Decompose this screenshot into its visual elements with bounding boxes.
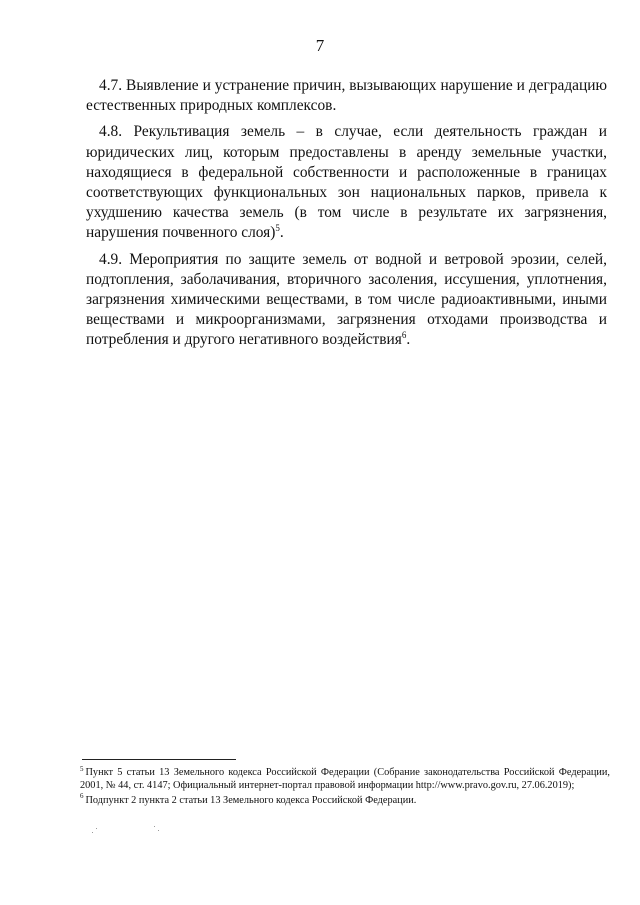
footnote-mark: 5 (80, 764, 84, 773)
footnote-separator (82, 759, 236, 760)
paragraph-4-8 (86, 122, 607, 243)
footnote-5 (80, 766, 610, 793)
scan-speck (92, 832, 93, 833)
scan-speck (158, 830, 159, 831)
page-number: 7 (315, 36, 325, 55)
footnotes (80, 766, 610, 808)
footnote-6 (80, 794, 610, 807)
paragraph-tail: . (406, 331, 411, 349)
paragraph-text: 4.7. Выявление и устранение причин, вызывающих нарушение и деградацию естественных природных комплексов. (86, 77, 607, 115)
paragraph-4-9 (86, 250, 607, 351)
paragraph-tail: . (279, 224, 284, 242)
scan-specks (92, 826, 172, 836)
footnote-mark: 6 (80, 792, 84, 801)
scan-speck (154, 826, 155, 827)
footnote-ref-6[interactable]: 6 (401, 330, 407, 341)
scan-speck (96, 828, 97, 829)
footnote-text: Подпункт 2 пункта 2 статьи 13 Земельного кодекса Российской Федерации. (85, 794, 417, 806)
paragraph-text: 4.9. Мероприятия по защите земель от водной и ветровой эрозии, селей, подтопления, заболачивания, вторичного засоления, иссушения, уплотнения, загрязнения химическими веществами, в том числе радиоактивными, иными веществами и микроорганизмами, загрязнения отходами производства и потребления и другого негативного воздействия (86, 250, 607, 349)
footnote-text: Пункт 5 статьи 13 Земельного кодекса Российской Федерации (Собрание законодательства Российской Федерации, 2001, № 44, ст. 4147; Официальный интернет-портал правовой информации http://www.pravo.gov.ru, 27.06.2019); (80, 767, 610, 792)
footnote-ref-5[interactable]: 5 (275, 223, 280, 234)
paragraph-4-7 (86, 76, 607, 116)
main-text (86, 76, 607, 357)
paragraph-text: 4.8. Рекультивация земель – в случае, если деятельность граждан и юридических лиц, которым предоставлены в аренду земельные участки, находящиеся в федеральной собственности и расположенные в границах соответствующих функциональных зон национальных парков, привела к ухудшению качества земель (в том числе в результате их загрязнения, нарушения почвенного слоя) (86, 123, 607, 242)
